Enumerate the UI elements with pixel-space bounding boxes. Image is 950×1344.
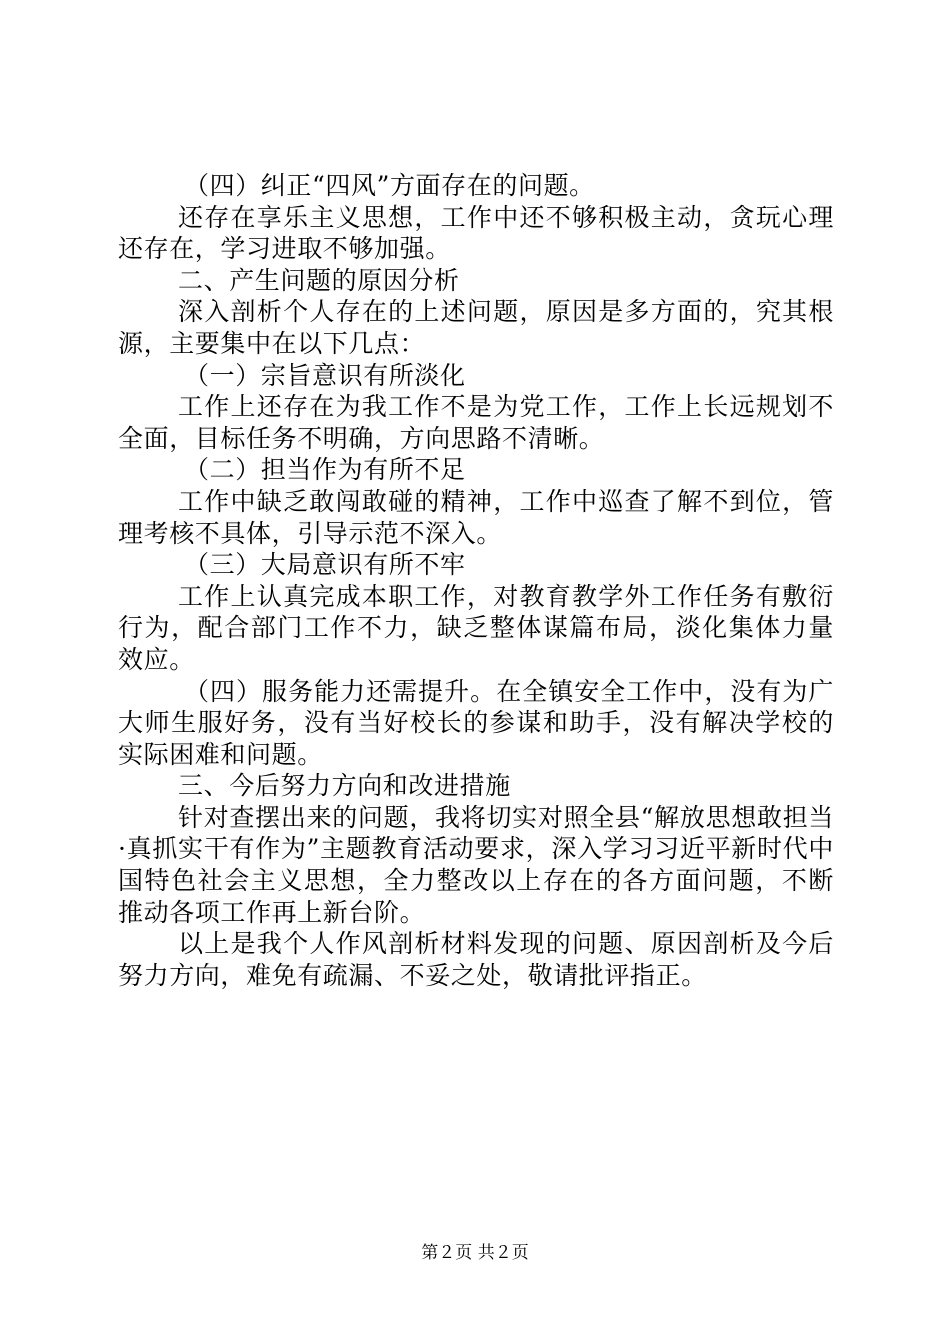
paragraph-service-ability: （四）服务能力还需提升。在全镇安全工作中，没有为广大师生服好务，没有当好校长的参谋和助手，没有解决学校的实际困难和问题。: [118, 676, 834, 769]
paragraph-improvements: 针对查摆出来的问题，我将切实对照全县“解放思想敢担当·真抓实干有作为”主题教育活动要求，深入学习习近平新时代中国特色社会主义思想，全力整改以上存在的各方面问题，不断推动各项工作再上新台阶。: [118, 802, 834, 927]
paragraph-four-winds: 还存在享乐主义思想，工作中还不够积极主动，贪玩心理还存在，学习进取不够加强。: [118, 202, 834, 264]
paragraph-purpose-awareness: 工作上还存在为我工作不是为党工作，工作上长远规划不全面，目标任务不明确，方向思路不清晰。: [118, 392, 834, 453]
page-footer: 第２页 共２页: [421, 1243, 529, 1263]
paragraph-responsibility: 工作中缺乏敢闯敢碰的精神，工作中巡查了解不到位，管理考核不具体，引导示范不深入。: [118, 486, 834, 548]
heading-responsibility: （二）担当作为有所不足: [184, 455, 466, 485]
document-body: [118, 170, 834, 991]
section-heading-causes: 二、产生问题的原因分析: [178, 265, 460, 295]
paragraph-causes-intro: 深入剖析个人存在的上述问题，原因是多方面的，究其根源，主要集中在以下几点：: [118, 297, 834, 358]
paragraph-overall-awareness: 工作上认真完成本职工作，对教育教学外工作任务有敷衍行为，配合部门工作不力，缺乏整体谋篇布局，淡化集体力量效应。: [118, 581, 834, 674]
heading-overall-awareness: （三）大局意识有所不牢: [184, 550, 466, 580]
paragraph-conclusion: 以上是我个人作风剖析材料发现的问题、原因剖析及今后努力方向，难免有疏漏、不妥之处，敬请批评指正。: [118, 929, 834, 990]
heading-four-winds: （四）纠正“四风”方面存在的问题。: [184, 171, 595, 200]
heading-purpose-awareness: （一）宗旨意识有所淡化: [184, 360, 466, 390]
section-heading-improvements: 三、今后努力方向和改进措施: [178, 771, 511, 801]
